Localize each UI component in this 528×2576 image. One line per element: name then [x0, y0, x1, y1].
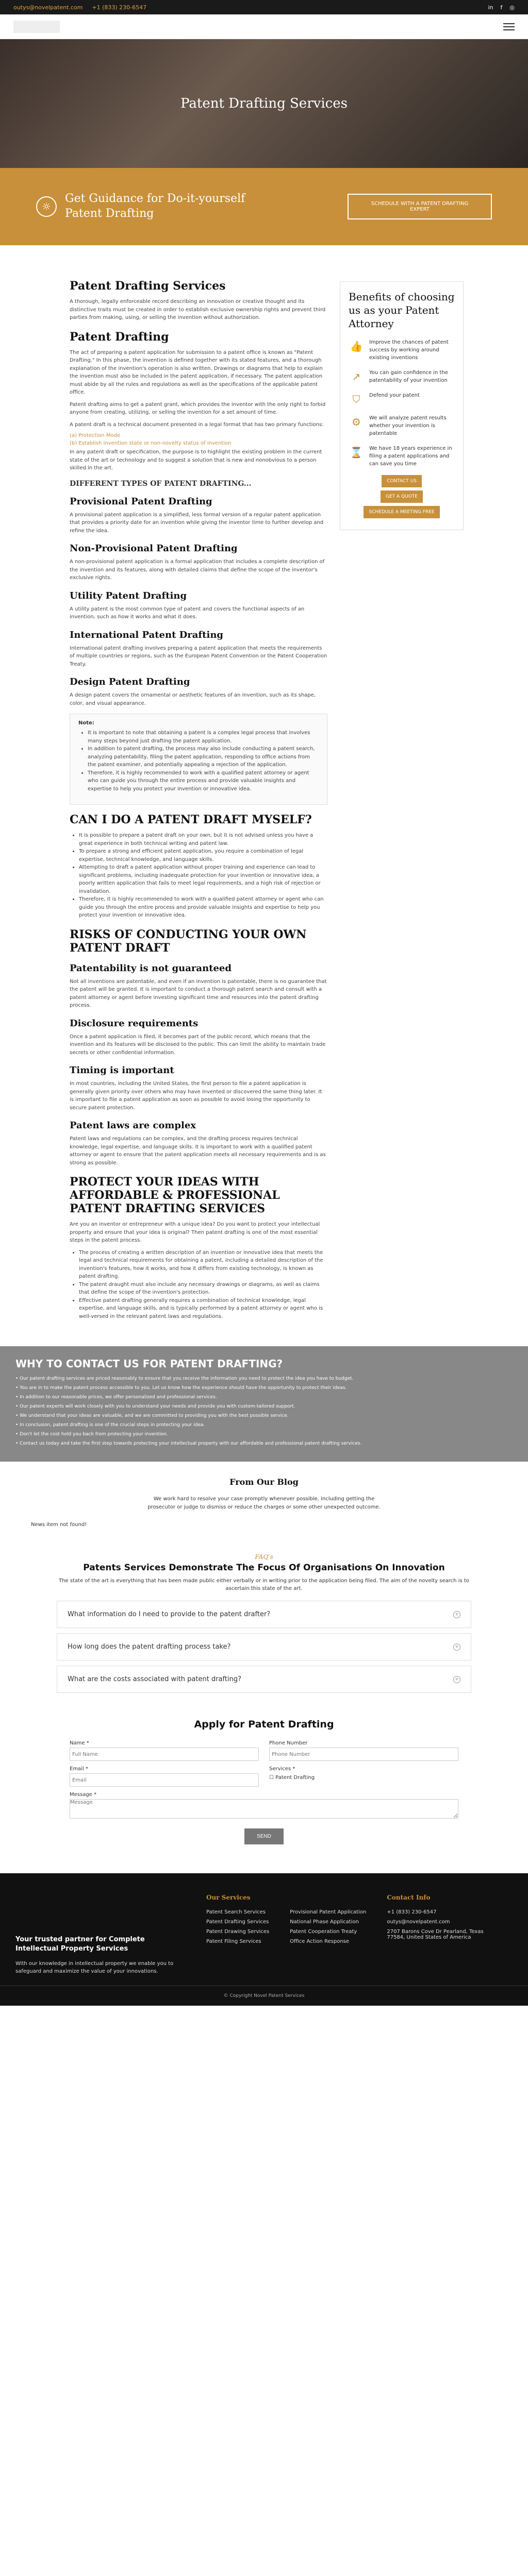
list-item: • Effective patent drafting generally requires a combination of technical knowledge, legal expertise, and language skills, and is typically performed by a patent attorney or agent who is well-versed in the relevant patent laws and regulations.: [79, 1297, 327, 1321]
protection-mode-link[interactable]: (a) Protection Mode: [70, 433, 121, 438]
footer-brand-title: Your trusted partner for Complete Intellectual Property Services: [15, 1936, 145, 1953]
paragraph: Patent drafting aims to get a patent grant, which provides the inventor with the only right to forbid anyone from creating, utilizing, or selling the invention for a set amount of time.: [70, 401, 326, 415]
plus-icon[interactable]: +: [453, 1676, 460, 1683]
paragraph: Patent laws and regulations can be complex, and the drafting process requires technical knowledge, legal expertise, and language skills. It is important to work with a qualified patent attorney or agent to ensure that the patent application meets all necessary requirements and is as strong as possible.: [70, 1136, 326, 1166]
list-item: • It is important to note that obtaining a patent is a complex legal process that involves many steps beyond just drafting the patent application.: [88, 729, 319, 745]
footer-link[interactable]: Provisional Patent Application: [290, 1909, 367, 1915]
list-item: • The patent draught must also include any necessary drawings or diagrams, as well as claims that define the scope of the invention's protection.: [79, 1281, 327, 1297]
plus-icon[interactable]: +: [453, 1611, 460, 1618]
sidebar-title: Benefits of choosing us as your Patent Attorney: [349, 291, 455, 330]
list-item: • Our patent drafting services are priced reasonably to ensure that you receive the information you need to protect the idea you have to budget.: [15, 1374, 528, 1383]
heading-myself: CAN I DO A PATENT DRAFT MYSELF?: [70, 813, 312, 826]
email-label: Email *: [70, 1766, 88, 1772]
heading-nonprovisional: Non-Provisional Patent Drafting: [70, 543, 238, 554]
email-input[interactable]: [70, 1773, 259, 1787]
paragraph: Not all inventions are patentable, and even if an invention is patentable, there is no guarantee that the patent will be granted. It is important to conduct a thorough patent search and consult with a patent attorney or agent before investing significant time and resources into the patent drafting process.: [70, 978, 327, 1008]
footer-link[interactable]: Patent Filing Services: [206, 1939, 261, 1944]
heading-design: Design Patent Drafting: [70, 676, 190, 687]
paragraph: A provisional patent application is a simplified, less formal version of a regular patent application that provides a priority date for an invention while giving the inventor time to further develop and refine the idea.: [70, 512, 324, 534]
sidebar-item-label: Defend your patent: [369, 393, 420, 398]
contact-us-button[interactable]: CONTACT US: [382, 475, 422, 487]
name-label: Name *: [70, 1740, 89, 1746]
blog-section: [0, 1462, 528, 1538]
schedule-meeting-button[interactable]: SCHEDULE A MEETING FREE: [364, 506, 439, 518]
heading-utility: Utility Patent Drafting: [70, 590, 187, 601]
list-item: • You are in to make the patent process accessible to you. Let us know how the experience should have the opportunity to protect their ideas.: [15, 1383, 528, 1393]
guidance-title: Get Guidance for Do-it-yourself Patent Drafting: [65, 192, 245, 220]
thumbs-up-icon: 👍: [350, 340, 363, 352]
heading-provisional: Provisional Patent Drafting: [70, 496, 212, 507]
footer-link[interactable]: Patent Drafting Services: [206, 1919, 269, 1925]
paragraph: A utility patent is the most common type of patent and covers the functional aspects of an invention, such as how it works and what it does.: [70, 606, 305, 620]
why-contact-section: [0, 1346, 528, 1462]
footer-services-heading: Our Services: [206, 1894, 251, 1901]
heading-patentability: Patentability is not guaranteed: [70, 962, 232, 974]
heading-protect: PROTECT YOUR IDEAS WITH AFFORDABLE & PROFESSIONAL PATENT DRAFTING SERVICES: [70, 1175, 280, 1215]
faq-question-label: How long does the patent drafting process take?: [68, 1643, 231, 1651]
phone-label: Phone Number: [269, 1740, 308, 1746]
heading-disclosure: Disclosure requirements: [70, 1018, 199, 1029]
footer-contact-heading: Contact Info: [387, 1894, 431, 1901]
heading-risks: RISKS OF CONDUCTING YOUR OWN PATENT DRAFT: [70, 927, 307, 955]
sidebar-item-label: We will analyze patent results whether your invention is patentable: [369, 415, 447, 436]
list-item: • In addition to our reasonable prices, we offer personalized and professional services.: [15, 1393, 528, 1402]
services-label: Services *: [269, 1766, 295, 1772]
intro-text: A thorough, legally enforceable record describing an innovation or creative thought and its distinctive traits must be created in order to establish exclusive ownership rights and prevent third parties from making, using, or selling the invention without authorization.: [70, 299, 326, 320]
heading-services: Patent Drafting Services: [70, 279, 226, 293]
faq-question[interactable]: [57, 1601, 471, 1628]
schedule-expert-button[interactable]: SCHEDULE WITH A PATENT DRAFTING EXPERT: [348, 194, 492, 219]
footer-link[interactable]: Patent Cooperation Treaty: [290, 1929, 357, 1935]
facebook-icon[interactable]: f: [500, 4, 503, 11]
navbar: [0, 14, 528, 39]
list-item: • Therefore, it is highly recommended to work with a qualified patent attorney or agent who can guide you through the entire process and provide valuable insights and expertise to help you protect your invention or innovative idea.: [79, 895, 327, 920]
sidebar-item-label: Improve the chances of patent success by working around existing inventions: [369, 340, 449, 361]
paragraph: Are you an inventor or entrepreneur with a unique idea? Do you want to protect your intellectual property and ensure that your idea is original? Then patent drafting is one of the most essential steps in the patent process.: [70, 1222, 320, 1243]
hero: [0, 39, 528, 168]
paragraph: In most countries, including the United States, the first person to file a patent application is generally given priority over others who may have invented or discovered the same thing later. It is important to file a patent application as soon as possible to avoid losing the opportunity to secure patent protection.: [70, 1081, 322, 1111]
phone-input[interactable]: [269, 1748, 458, 1761]
footer-link[interactable]: Patent Drawing Services: [206, 1929, 270, 1935]
paragraph: The act of preparing a patent application for submission to a patent office is known as "Patent Drafting." In this phase, the invention is defined together with its stated features, and a thorough explanation of the invention's operation is also written. Drawings or diagrams that help to explain the invention must also be included in the patent application, if necessary. The patent application must abide by all the rules and regulations as well as the specifications of the applicable patent office.: [70, 349, 323, 395]
faq-intro: The state of the art is everything that has been made public either verbally or in writing prior to the application being filed. The aim of the novelty search is to ascertain this state of the art.: [59, 1578, 469, 1591]
heading-types: DIFFERENT TYPES OF PATENT DRAFTING...: [70, 479, 252, 488]
heading-laws: Patent laws are complex: [70, 1120, 196, 1131]
list-item: • In addition to patent drafting, the process may also include conducting a patent search, analyzing patentability, filing the patent application, responding to office actions from the patent examiner, and potentially appealing a rejection of the application.: [88, 745, 319, 769]
heading-international: International Patent Drafting: [70, 629, 223, 640]
list-item: • Therefore, it is highly recommended to work with a qualified patent attorney or agent who can guide you through the entire process and provide valuable insights and expertise to help you protect your invention or innovative idea.: [88, 769, 319, 793]
name-input[interactable]: [70, 1748, 259, 1761]
paragraph: A non-provisional patent application is a formal application that includes a complete description of the invention and its features, along with detailed claims that define the scope of the inventor's exclusive rights.: [70, 559, 325, 581]
paragraph: A patent draft is a technical document presented in a legal format that has two primary functions:: [70, 421, 324, 428]
heading-timing: Timing is important: [70, 1065, 174, 1076]
footer-email-link[interactable]: outys@novelpatent.com: [387, 1919, 450, 1925]
faq-title: Patents Services Demonstrate The Focus Of Organisations On Innovation: [83, 1563, 445, 1573]
list-item: • We understand that your ideas are valuable, and we are committed to providing you with the best possible service.: [15, 1411, 528, 1420]
footer-link[interactable]: National Phase Application: [290, 1919, 359, 1925]
list-item: • Our patent experts will work closely with you to understand your needs and provide you with custom-tailored support.: [15, 1402, 528, 1411]
list-item: • In conclusion, patent drafting is one of the crucial steps in protecting your idea.: [15, 1420, 528, 1430]
apply-form: [0, 1708, 528, 1873]
lightbulb-icon: ☼: [36, 196, 57, 217]
footer-address: 2707 Barons Cove Dr Pearland, Texas 77584, United States of America: [387, 1929, 484, 1940]
invention-state-link[interactable]: (b) Establish invention state or non-novelty status of invention: [70, 440, 232, 446]
faq-section: [0, 1538, 528, 1708]
paragraph: Once a patent application is filed, it becomes part of the public record, which means that the invention and its features will be disclosed to the public. This can limit the ability to maintain trade secrets or other confidential information.: [70, 1033, 326, 1056]
faq-question-label: What information do I need to provide to the patent drafter?: [68, 1611, 271, 1618]
plus-icon[interactable]: +: [453, 1643, 460, 1651]
services-option-label: Patent Drafting: [275, 1775, 315, 1781]
apply-title: Apply for Patent Drafting: [194, 1719, 334, 1730]
message-label: Message *: [70, 1792, 97, 1798]
why-title: WHY TO CONTACT US FOR PATENT DRAFTING?: [15, 1358, 283, 1370]
footer-phone-link[interactable]: +1 (833) 230-6547: [387, 1909, 437, 1915]
blog-title: From Our Blog: [229, 1477, 299, 1487]
blog-empty-message: News item not found!: [31, 1522, 87, 1528]
faq-eyebrow: FAQ's: [255, 1553, 273, 1561]
footer-brand-text: With our knowledge in intellectual property we enable you to safeguard and maximize the value of your innovations.: [15, 1961, 174, 1975]
top-bar: [0, 0, 528, 14]
growth-chart-icon: ↗: [352, 370, 361, 383]
note-label: Note:: [78, 720, 94, 726]
paragraph: International patent drafting involves preparing a patent application that meets the requirements of multiple countries or regions, such as the European Patent Convention or the Patent Cooperation Treaty.: [70, 645, 327, 667]
get-quote-button[interactable]: GET A QUOTE: [381, 490, 423, 503]
instagram-icon[interactable]: ◎: [509, 4, 515, 11]
list-item: • To prepare a strong and efficient patent application, you require a combination of legal expertise, technical knowledge, and language skills.: [79, 848, 327, 863]
list-item: • It is possible to prepare a patent draft on your own, but it is not advised unless you have a great experience in both technical writing and patent law.: [79, 832, 327, 848]
copyright: © Copyright Novel Patent Services: [0, 1986, 528, 2006]
linkedin-icon[interactable]: in: [488, 4, 493, 11]
heading-drafting: Patent Drafting: [70, 330, 169, 344]
list-item: • Contact us today and take the first step towards protecting your intellectual property with our affordable and professional patent drafting services.: [15, 1439, 528, 1448]
footer-link[interactable]: Office Action Response: [290, 1939, 350, 1944]
footer: [0, 1873, 528, 1986]
message-textarea[interactable]: [70, 1799, 458, 1819]
faq-question-label: What are the costs associated with patent drafting?: [68, 1675, 241, 1683]
hourglass-icon: ⌛: [350, 446, 363, 459]
note-box: [70, 714, 327, 805]
page-title: Patent Drafting Services: [180, 96, 348, 111]
list-item: • Attempting to draft a patent application without proper training and experience can lead to significant problems, including inadequate protection for your invention or innovative idea, a poorly written application that fails to meet legal requirements, and a high risk of rejection or invalidation.: [79, 863, 327, 895]
menu-icon[interactable]: [503, 23, 515, 30]
sidebar-item-label: You can gain confidence in the patentability of your invention: [369, 370, 448, 383]
analysis-icon: ⚙: [352, 416, 361, 428]
phone-link[interactable]: +1 (833) 230-6547: [92, 4, 147, 11]
list-item: • The process of creating a written description of an invention or innovative idea that meets the legal and technical requirements for obtaining a patent, including a detailed description of the invention's features, how it works, and how it differs from existing technology, is known as patent drafting.: [79, 1249, 327, 1281]
footer-link[interactable]: Patent Search Services: [206, 1909, 266, 1915]
sidebar-item-label: We have 18 years experience in filing a patent applications and can save you time: [369, 446, 452, 467]
faq-question[interactable]: [57, 1633, 471, 1660]
faq-question[interactable]: [57, 1666, 471, 1693]
paragraph: In any patent draft or specification, the purpose is to highlight the existing problem in the current state of the art or technology and to suggest a solution that is new and nonobvious to a person skilled in the art.: [70, 449, 322, 471]
shield-icon: ⛉: [352, 393, 360, 405]
send-button[interactable]: SEND: [244, 1828, 284, 1844]
main-content: [70, 271, 327, 1326]
benefits-sidebar: [340, 281, 464, 530]
logo[interactable]: [13, 21, 60, 33]
guidance-banner: [0, 168, 528, 245]
list-item: • Don't let the cost hold you back from protecting your invention.: [15, 1430, 528, 1439]
blog-text: We work hard to resolve your case promptly whenever possible, including getting the prosecutor or judge to dismiss or reduce the charges or some other unexpected outcome.: [147, 1496, 381, 1510]
paragraph: A design patent covers the ornamental or aesthetic features of an invention, such as its shape, color, and visual appearance.: [70, 692, 316, 706]
services-checkbox[interactable]: ☐: [269, 1775, 274, 1781]
email-link[interactable]: outys@novelpatent.com: [13, 4, 83, 11]
